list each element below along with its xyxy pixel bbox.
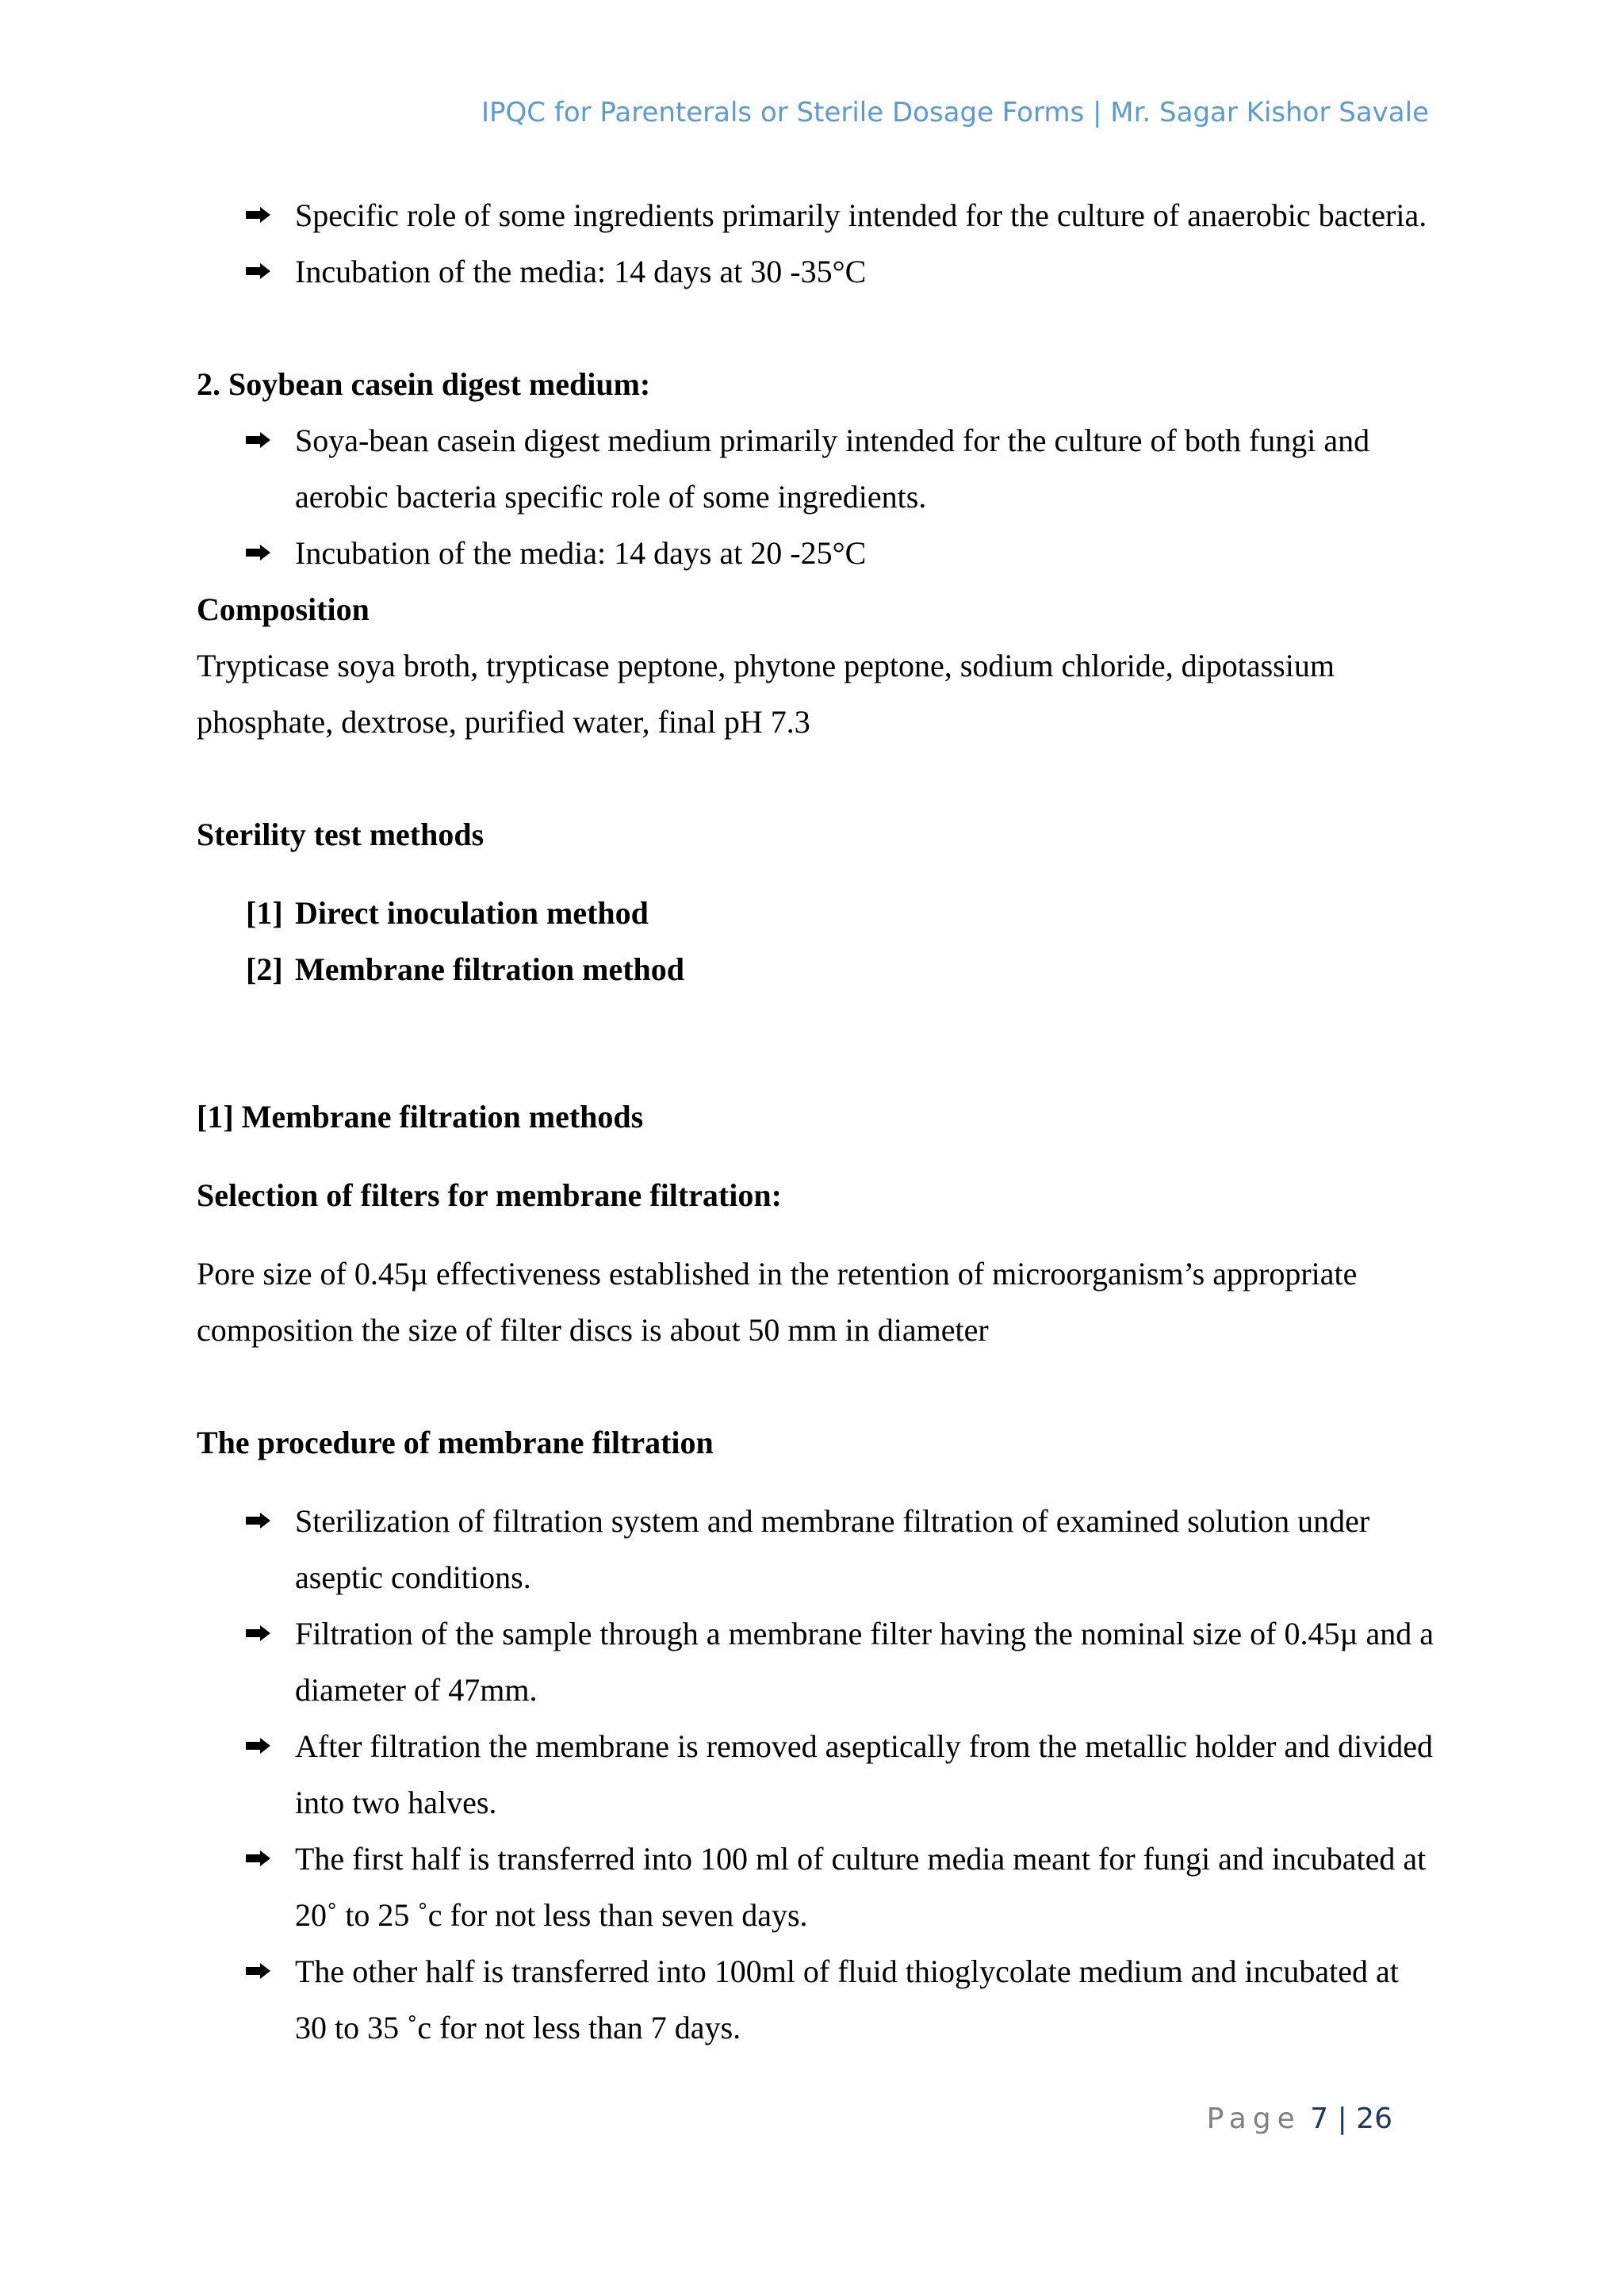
section-heading: 2. Soybean casein digest medium:	[197, 366, 651, 402]
composition-heading: Composition	[197, 591, 370, 627]
arrow-bullet-icon	[244, 263, 271, 279]
bullet-text: Filtration of the sample through a membrane filter having the nominal size of 0.45µ and a diameter of 47mm.	[295, 1616, 1434, 1708]
page-number: 7 | 26	[1310, 2103, 1392, 2135]
page-content	[197, 187, 1434, 2056]
procedure-heading: The procedure of membrane filtration	[197, 1425, 714, 1460]
method-label: Direct inoculation method	[295, 895, 649, 931]
bullet-text: Soya-bean casein digest medium primarily intended for the culture of both fungi and aerobic bacteria specific role of some ingredients.	[295, 423, 1370, 515]
bullet-item	[197, 1493, 1434, 1605]
arrow-bullet-icon	[244, 545, 271, 561]
filters-text: Pore size of 0.45µ effectiveness established in the retention of microorganism’s appropriate composition the size of filter discs is about 50 mm in diameter	[197, 1256, 1358, 1348]
filters-heading: Selection of filters for membrane filtration:	[197, 1177, 782, 1213]
methods-heading: Sterility test methods	[197, 817, 485, 852]
bullet-text: The first half is transferred into 100 ml of culture media meant for fungi and incubated at 20˚ to 25 ˚c for not less than seven days.	[295, 1841, 1427, 1933]
method-item	[197, 941, 1434, 997]
method-number: [2]	[246, 951, 283, 987]
composition-text: Trypticase soya broth, trypticase peptone, phytone peptone, sodium chloride, dipotassium phosphate, dextrose, purified water, final pH 7.3	[197, 648, 1335, 740]
page-label: Page	[1206, 2103, 1301, 2135]
arrow-bullet-icon	[244, 1625, 271, 1641]
running-header: IPQC for Parenterals or Sterile Dosage Forms | Mr. Sagar Kishor Savale	[481, 97, 1429, 128]
bullet-text: Sterilization of filtration system and membrane filtration of examined solution under aseptic conditions.	[295, 1503, 1370, 1595]
bullet-text: The other half is transferred into 100ml of fluid thioglycolate medium and incubated at 30 to 35 ˚c for not less than 7 days.	[295, 1954, 1399, 2045]
bullet-item	[197, 243, 1434, 300]
bullet-text: After filtration the membrane is removed aseptically from the metallic holder and divided into two halves.	[295, 1728, 1434, 1820]
arrow-bullet-icon	[244, 207, 271, 223]
membrane-filtration-heading: [1] Membrane filtration methods	[197, 1099, 644, 1135]
bullet-item	[197, 525, 1434, 581]
bullet-item	[197, 1718, 1434, 1831]
bullet-item	[197, 1605, 1434, 1718]
bullet-item	[197, 187, 1434, 243]
page-footer	[1207, 2103, 1392, 2135]
arrow-bullet-icon	[244, 1513, 271, 1529]
method-number: [1]	[246, 895, 283, 931]
arrow-bullet-icon	[244, 1738, 271, 1754]
bullet-item	[197, 1943, 1434, 2056]
arrow-bullet-icon	[244, 1850, 271, 1866]
method-item	[197, 885, 1434, 941]
bullet-text: Incubation of the media: 14 days at 20 -25°C	[295, 535, 867, 571]
bullet-text: Specific role of some ingredients primarily intended for the culture of anaerobic bacteria.	[295, 197, 1427, 233]
method-label: Membrane filtration method	[295, 951, 685, 987]
bullet-item	[197, 412, 1434, 525]
bullet-item	[197, 1831, 1434, 1943]
bullet-text: Incubation of the media: 14 days at 30 -35°C	[295, 254, 867, 289]
arrow-bullet-icon	[244, 432, 271, 448]
arrow-bullet-icon	[244, 1963, 271, 1979]
